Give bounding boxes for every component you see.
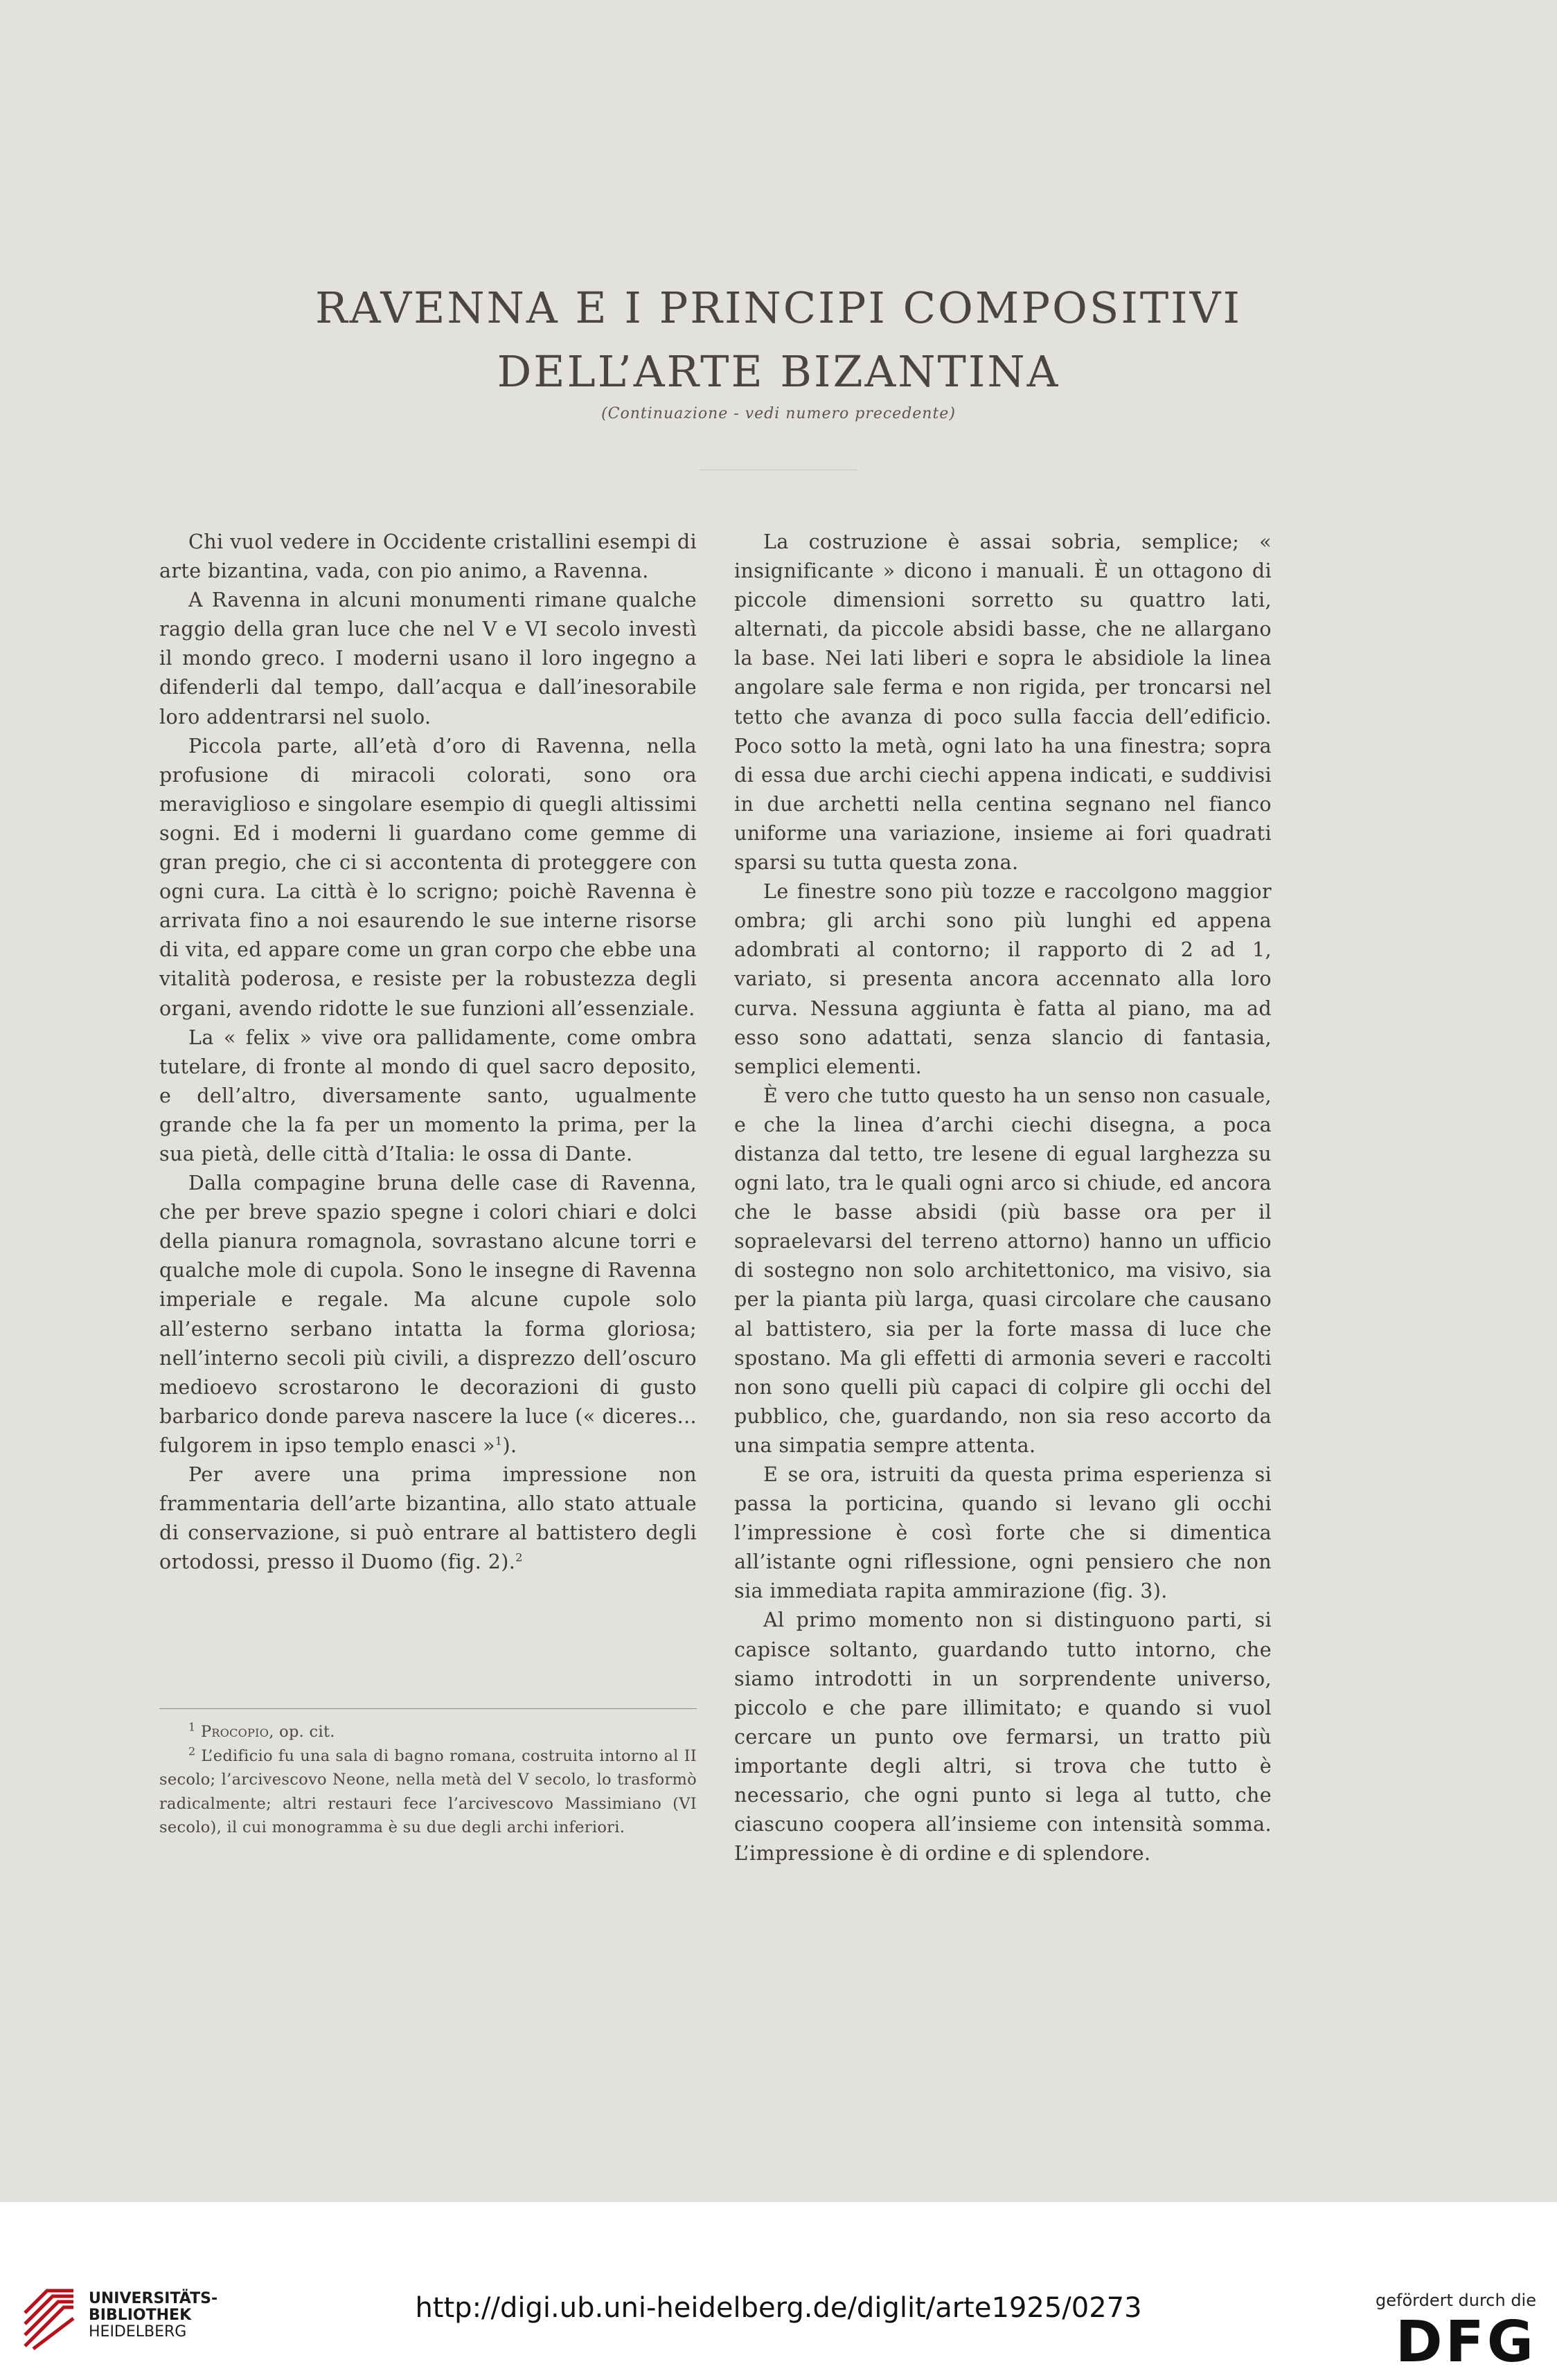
paragraph: [159, 1460, 697, 1577]
paragraph: Al primo momento non si distinguono parti, si capisce soltanto, guardando tutto intorno, che siamo introdotti in un sorprendente universo, piccolo e che pare illimitato; e quando si vuol cercare un punto ove fermarsi, un tratto più importante degli altri, si trova che tutto è necessario, che ogni punto si lega al tutto, che ciascuno coopera all’insieme con intensità somma. L’impressione è di ordine e di splendore.: [734, 1609, 1272, 1865]
paragraph: Le finestre sono più tozze e raccolgono maggior ombra; gli archi sono più lunghi ed appena adombrati al contorno; il rapporto di 2 ad 1, variato, si presenta ancora accennato alla loro curva. Nessuna aggiunta è fatta al piano, ma ad esso sono adattati, senza slancio di fantasia, semplici elementi.: [734, 880, 1272, 1078]
library-name-line: BIBLIOTHEK: [89, 2307, 192, 2324]
dfg-logo: DFG: [1395, 2309, 1536, 2375]
paragraph-text-end: ).: [502, 1433, 517, 1457]
title-divider: [700, 469, 857, 470]
paragraph: Chi vuol vedere in Occidente cristallini esempi di arte bizantina, vada, con pio animo, a Ravenna.: [159, 530, 697, 583]
footnote-text: L’edificio fu una sala di bagno romana, costruita intorno al II secolo; l’arcivescovo Neone, nella metà del V secolo, lo trasformò radicalmente; altri restauri fece l’arcivescovo Massimiano (VI secolo), il cui monogramma è su due degli archi inferiori.: [159, 1746, 697, 1836]
article-title-line1: RAVENNA E I PRINCIPI COMPOSITIVI: [315, 283, 1242, 333]
paragraph: La costruzione è assai sobria, semplice; « insignificante » dicono i manuali. È un ottagono di piccole dimensioni sorretto su quattro lati, alternati, da piccole absidi basse, che ne allargano la base. Nei lati liberi e sopra le absidiole la linea angolare sale ferma e non rigida, per troncarsi nel tetto che avanza di poco sulla faccia dell’edificio. Poco sotto la metà, ogni lato ha una finestra; sopra di essa due archi ciechi appena indicati, e suddivisi in due archetti nella centina segnano nel fianco uniforme una variazione, insieme ai fori quadrati sparsi su tutta questa zona.: [734, 530, 1272, 875]
footnote-text: , op. cit.: [269, 1723, 335, 1741]
paragraph: A Ravenna in alcuni monumenti rimane qualche raggio della gran luce che nel V e VI secolo investì il mondo greco. I moderni usano il loro ingegno a difenderli dal tempo, dall’acqua e dall’inesorabile loro addentrarsi nel suolo.: [159, 589, 697, 728]
paragraph-text: Dalla compagine bruna delle case di Ravenna, che per breve spazio spegne i colori chiari e dolci della pianura romagnola, sovrastano alcune torri e qualche mole di cupola. Sono le insegne di Ravenna imperiale e regale. Ma alcune cupole solo all’esterno serbano intatta la forma gloriosa; nell’interno secoli più civili, a disprezzo dell’oscuro medioevo scrostarono le decorazioni di gusto barbarico donde pareva nascere la luce (« diceres... fulgorem in ipso templo enasci »: [159, 1172, 697, 1457]
right-column: [734, 528, 1272, 1868]
paragraph: È vero che tutto questo ha un senso non casuale, e che la linea d’archi ciechi disegna, a poca distanza dal tetto, tre lesene di egual larghezza su ogni lato, tra le quali ogni arco si chiude, ed ancora che le basse absidi (più basse ora per il sopraelevarsi del terreno attorno) hanno un ufficio di sostegno non solo architettonico, ma visivo, sia per la pianta più larga, quasi circolare che causano al battistero, sia per la forte massa di luce che spostano. Ma gli effetti di armonia severi e raccolti non sono quelli più capaci di colpire gli occhi del pubblico, che, guardando, non sia reso accorto da una simpatia sempre attenta.: [734, 1084, 1272, 1457]
footnote-number: 1: [188, 1720, 196, 1734]
library-name-line: UNIVERSITÄTS-: [89, 2290, 218, 2307]
paragraph: [159, 1169, 697, 1460]
footnote-ref: 1: [495, 1434, 503, 1448]
footnote-number: 2: [188, 1744, 196, 1757]
permalink-url[interactable]: http://digi.ub.uni-heidelberg.de/diglit/arte1925/0273: [415, 2292, 1142, 2324]
library-name-line: HEIDELBERG: [89, 2323, 187, 2341]
footnote-divider: [159, 1708, 697, 1709]
footer-bar: [0, 2202, 1557, 2380]
footnote-ref: 2: [515, 1550, 523, 1564]
footnote-1: [159, 1720, 697, 1744]
footnote-2: [159, 1744, 697, 1840]
article-title-line2: DELL’ARTE BIZANTINA: [497, 346, 1060, 397]
footnotes: [159, 1720, 697, 1840]
funded-by-label: gefördert durch die: [1376, 2291, 1536, 2310]
paragraph: E se ora, istruiti da questa prima esperienza si passa la porticina, quando si levano gli occhi l’impressione è così forte che si dimentica all’istante ogni riflessione, ogni pensiero che non sia immediata rapita ammirazione (fig. 3).: [734, 1463, 1272, 1603]
left-column: [159, 528, 697, 1577]
article-subtitle: (Continuazione - vedi numero precedente): [601, 405, 956, 422]
footnote-author: Procopio: [200, 1723, 269, 1741]
paragraph: La « felix » vive ora pallidamente, come ombra tutelare, di fronte al mondo di quel sacro deposito, e dell’altro, diversamente santo, ugualmente grande che la fa per un momento la prima, per la sua pietà, delle città d’Italia: le ossa di Dante.: [159, 1026, 697, 1165]
paragraph-text: Per avere una prima impressione non frammentaria dell’arte bizantina, allo stato attuale di conservazione, si può entrare al battistero degli ortodossi, presso il Duomo (fig. 2).: [159, 1463, 697, 1574]
paragraph: Piccola parte, all’età d’oro di Ravenna, nella profusione di miracoli colorati, sono ora meraviglioso e singolare esempio di quegli altissimi sogni. Ed i moderni li guardano come gemme di gran pregio, che ci si accontenta di proteggere con ogni cura. La città è lo scrigno; poichè Ravenna è arrivata fino a noi esaurendo le sue interne risorse di vita, ed appare come un gran corpo che ebbe una vitalità poderosa, e resiste per la robustezza degli organi, avendo ridotte le sue funzioni all’essenziale.: [159, 734, 697, 1020]
